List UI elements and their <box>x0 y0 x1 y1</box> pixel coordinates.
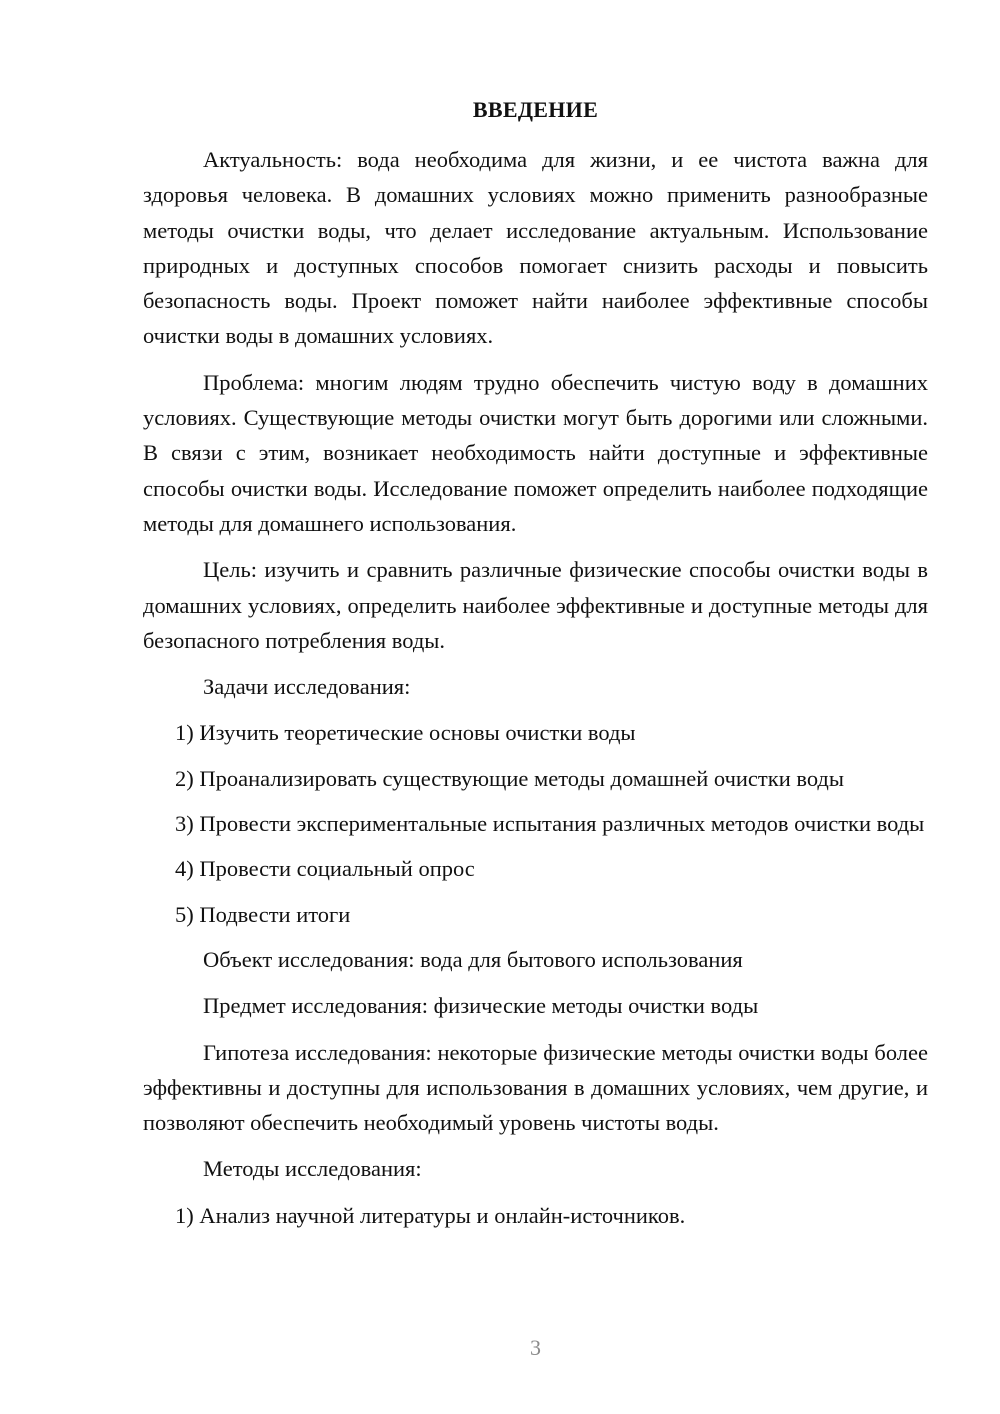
paragraph-goal: Цель: изучить и сравнить различные физические способы очистки воды в домашних условиях, определить наиболее эффективные и доступные методы для безопасного потребления воды. <box>143 557 928 653</box>
page-number: 3 <box>530 1335 541 1360</box>
document-body <box>143 142 928 1243</box>
task-item-2: 2) Проанализировать существующие методы домашней очистки воды <box>175 765 844 791</box>
paragraph-methods-title: Методы исследования: <box>203 1156 422 1182</box>
page-title: ВВЕДЕНИЕ <box>472 97 599 122</box>
task-item-5: 5) Подвести итоги <box>175 901 351 927</box>
paragraph-hypothesis: Гипотеза исследования: некоторые физические методы очистки воды более эффективны и доступны для использования в домашних условиях, чем другие, и позволяют обеспечить необходимый уровень чистоты воды. <box>143 1039 928 1136</box>
paragraph-relevance: Актуальность: вода необходима для жизни, и ее чистота важна для здоровья человека. В домашних условиях можно применить разнообразные методы очистки воды, что делает исследование актуальным. Использование природных и доступных способов помогает снизить расходы и повысить безопасность воды. Проект поможет найти наиболее эффективные способы очистки воды в домашних условиях. <box>143 147 928 349</box>
paragraph-subject: Предмет исследования: физические методы очистки воды <box>203 993 759 1019</box>
paragraph-problem: Проблема: многим людям трудно обеспечить чистую воду в домашних условиях. Существующие методы очистки могут быть дорогими или сложными. В связи с этим, возникает необходимость найти доступные и эффективные способы очистки воды. Исследование поможет определить наиболее подходящие методы для домашнего использования. <box>143 369 928 536</box>
paragraph-tasks-title: Задачи исследования: <box>203 674 411 700</box>
task-item-4: 4) Провести социальный опрос <box>175 856 475 882</box>
paragraph-object: Объект исследования: вода для бытового использования <box>203 946 743 972</box>
task-item-1: 1) Изучить теоретические основы очистки воды <box>175 720 636 746</box>
method-item-1: 1) Анализ научной литературы и онлайн-источников. <box>175 1202 686 1228</box>
task-item-3: 3) Провести экспериментальные испытания различных методов очистки воды <box>175 811 925 837</box>
